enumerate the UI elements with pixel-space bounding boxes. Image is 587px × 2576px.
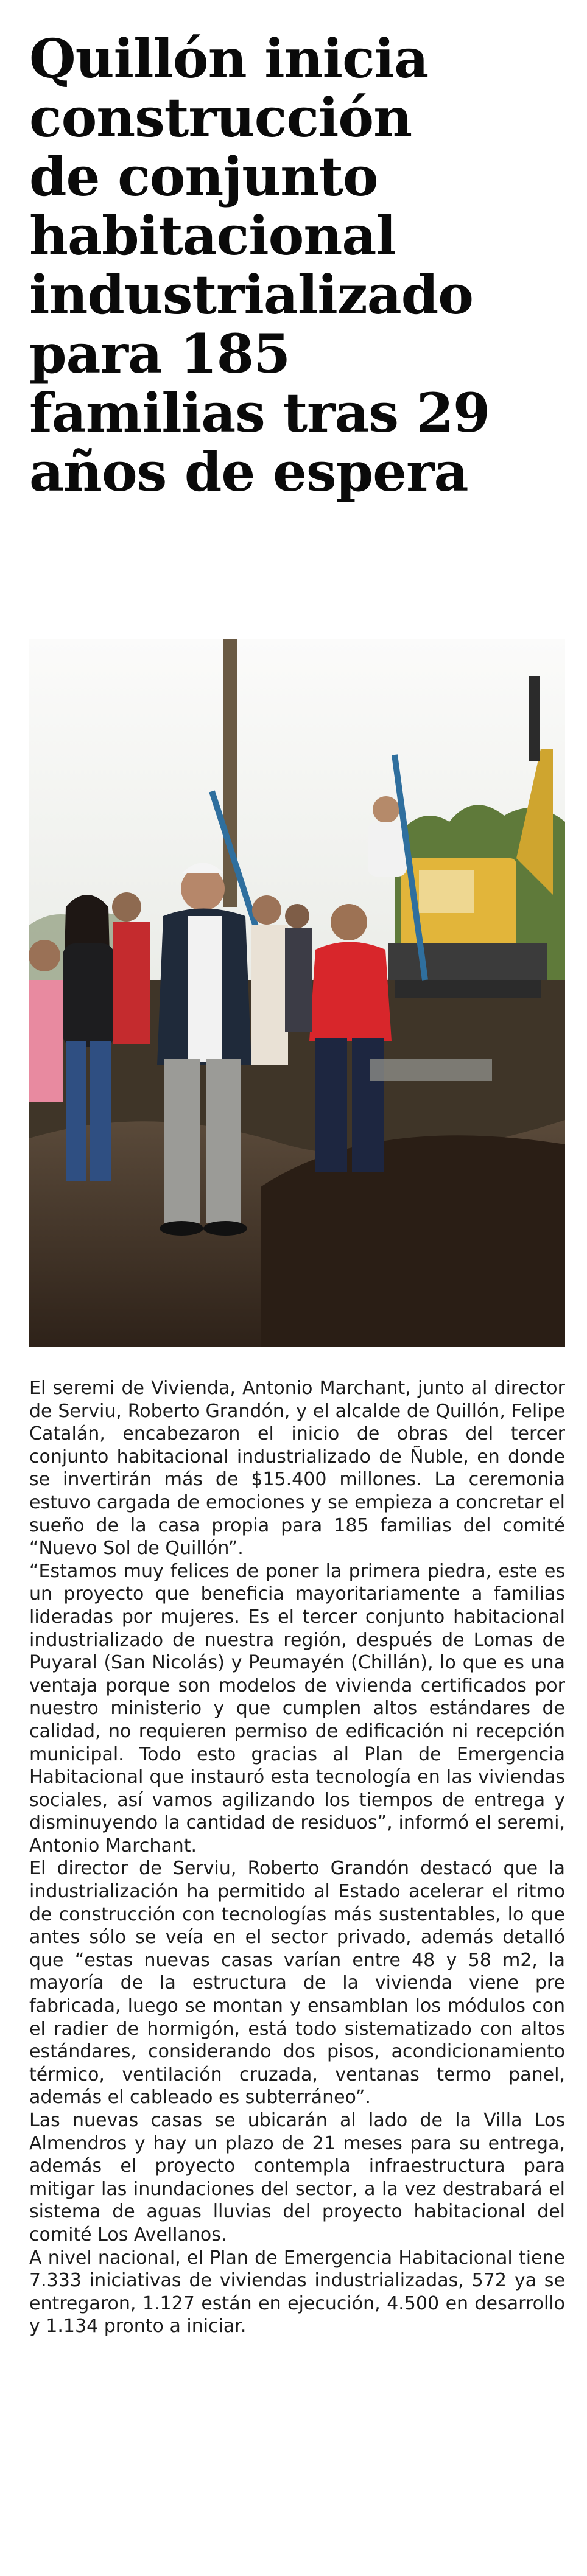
paragraph: El seremi de Vivienda, Antonio Marchant, junto al director de Serviu, Roberto Grandón, y el alcalde de Quillón, Felipe Catalán, encabezaron el inicio de obras del tercer conjunto habitacional industrializado de Ñuble, en donde se invertirán más de $15.400 millones. La ceremonia estuvo cargada de emociones y se empieza a concretar el sueño de la casa propia para 185 familias del comité “Nuevo Sol de Quillón”. xyxy=(29,1377,565,1559)
paragraph: “Estamos muy felices de poner la primera piedra, este es un proyecto que beneficia mayoritariamente a familias lideradas por mujeres. Es el tercer conjunto habitacional industrializado de nuestra región, después de Lomas de Puyaral (San Nicolás) y Peumayén (Chillán), lo que es una ventaja porque son modelos de vivienda certificados por nuestro ministerio y que cumplen altos estándares de calidad, no requieren permiso de edificación ni recepción municipal. Todo esto gracias al Plan de Emergencia Habitacional que instauró esta tecnología en las viviendas sociales, así vamos agilizando los tiempos de entrega y disminuyendo la cantidad de residuos”, informó el seremi, Antonio Marchant. xyxy=(29,1560,565,1857)
article-body xyxy=(29,1377,565,2338)
dirt-mound xyxy=(261,1135,565,1347)
paragraph: El director de Serviu, Roberto Grandón destacó que la industrialización ha permitido al Estado acelerar el ritmo de construcción con tecnologías más sustentables, lo que antes sólo se veía en el sector privado, además detalló que “estas nuevas casas varían entre 48 y 58 m2, la mayoría de la estructura de la vivienda viene pre fabricada, luego se montan y ensamblan los módulos con el radier de hormigón, está todo sistematizado con altos estándares, considerando dos pisos, acondicionamiento térmico, ventilación cruzada, ventanas termo panel, además el cableado es subterráneo”. xyxy=(29,1858,565,2109)
article-headline: Quillón inicia construcción de conjunto habitacional industrializado para 185 familias tras 29 años de espera xyxy=(29,27,490,503)
red-jacket xyxy=(309,942,392,1041)
paragraph: A nivel nacional, el Plan de Emergencia Habitacional tiene 7.333 iniciativas de viviendas industrializadas, 572 ya se entregaron, 1.127 están en ejecución, 4.500 en desarrollo y 1.134 pronto a iniciar. xyxy=(29,2247,565,2337)
paragraph: Las nuevas casas se ubicarán al lado de la Villa Los Almendros y hay un plazo de 21 meses para su entrega, además el proyecto contempla infraestructura para mitigar las inundaciones del sector, a la vez destrabará el sistema de aguas lluvias del proyecto habitacional del comité Los Avellanos. xyxy=(29,2110,565,2245)
groundbreaking-ceremony-photo xyxy=(29,639,565,1347)
news-article xyxy=(29,0,565,2337)
article-photo xyxy=(29,639,565,1347)
